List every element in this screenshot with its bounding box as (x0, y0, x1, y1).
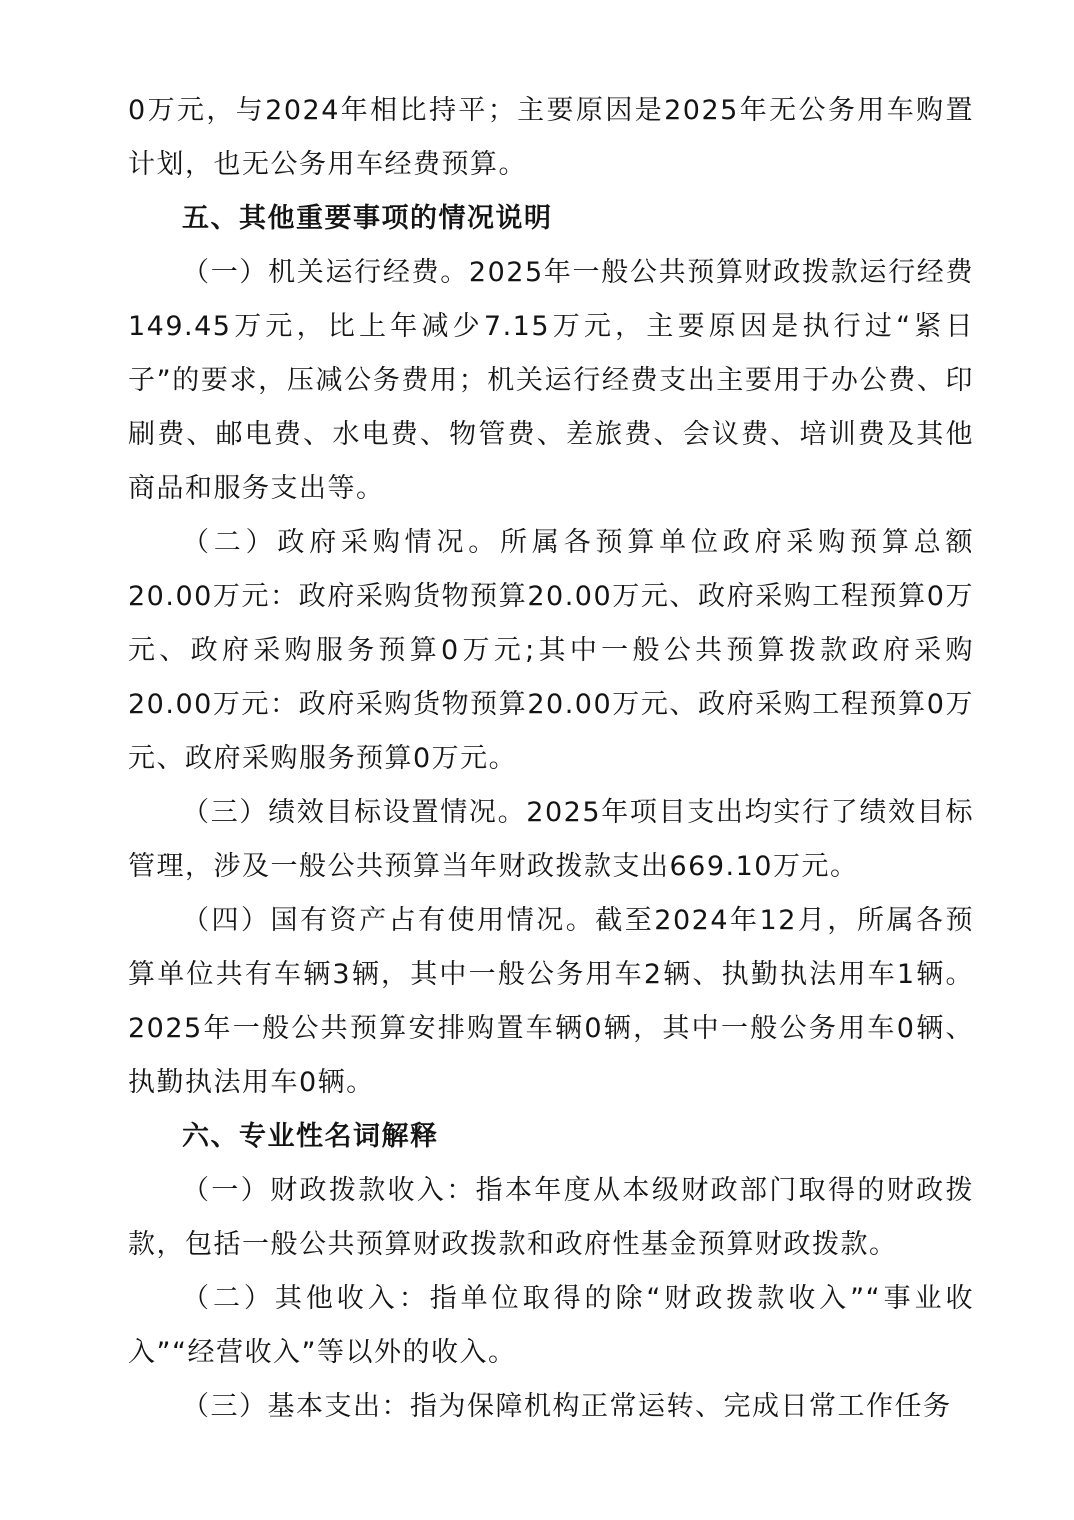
continued-paragraph: 0万元，与2024年相比持平；主要原因是2025年无公务用车购置计划，也无公务用车经费预算。 (128, 95, 974, 180)
paragraph-fiscal-appropriation-income: （一）财政拨款收入：指本年度从本级财政部门取得的财政拨款，包括一般公共预算财政拨款和政府性基金预算财政拨款。 (128, 1175, 974, 1260)
paragraph-basic-expenditure: （三）基本支出：指为保障机构正常运转、完成日常工作任务 (182, 1391, 952, 1422)
paragraph-state-assets: （四）国有资产占有使用情况。截至2024年12月，所属各预算单位共有车辆3辆，其中一般公务用车2辆、执勤执法用车1辆。2025年一般公共预算安排购置车辆0辆，其中一般公务用车0辆、执勤执法用车0辆。 (128, 905, 974, 1098)
paragraph-operating-expenses: （一）机关运行经费。2025年一般公共预算财政拨款运行经费149.45万元，比上年减少7.15万元，主要原因是执行过“紧日子”的要求，压减公务费用；机关运行经费支出主要用于办公费、印刷费、邮电费、水电费、物管费、差旅费、会议费、培训费及其他商品和服务支出等。 (128, 257, 974, 504)
paragraph-other-income: （二）其他收入：指单位取得的除“财政拨款收入”“事业收入”“经营收入”等以外的收入。 (128, 1283, 974, 1368)
paragraph-government-procurement: （二）政府采购情况。所属各预算单位政府采购预算总额20.00万元：政府采购货物预算20.00万元、政府采购工程预算0万元、政府采购服务预算0万元;其中一般公共预算拨款政府采购20.00万元：政府采购货物预算20.00万元、政府采购工程预算0万元、政府采购服务预算0万元。 (128, 527, 974, 774)
section-heading-other-matters: 五、其他重要事项的情况说明 (182, 203, 553, 234)
paragraph-performance-targets: （三）绩效目标设置情况。2025年项目支出均实行了绩效目标管理，涉及一般公共预算当年财政拨款支出669.10万元。 (128, 797, 974, 882)
section-heading-terminology: 六、专业性名词解释 (182, 1121, 439, 1152)
